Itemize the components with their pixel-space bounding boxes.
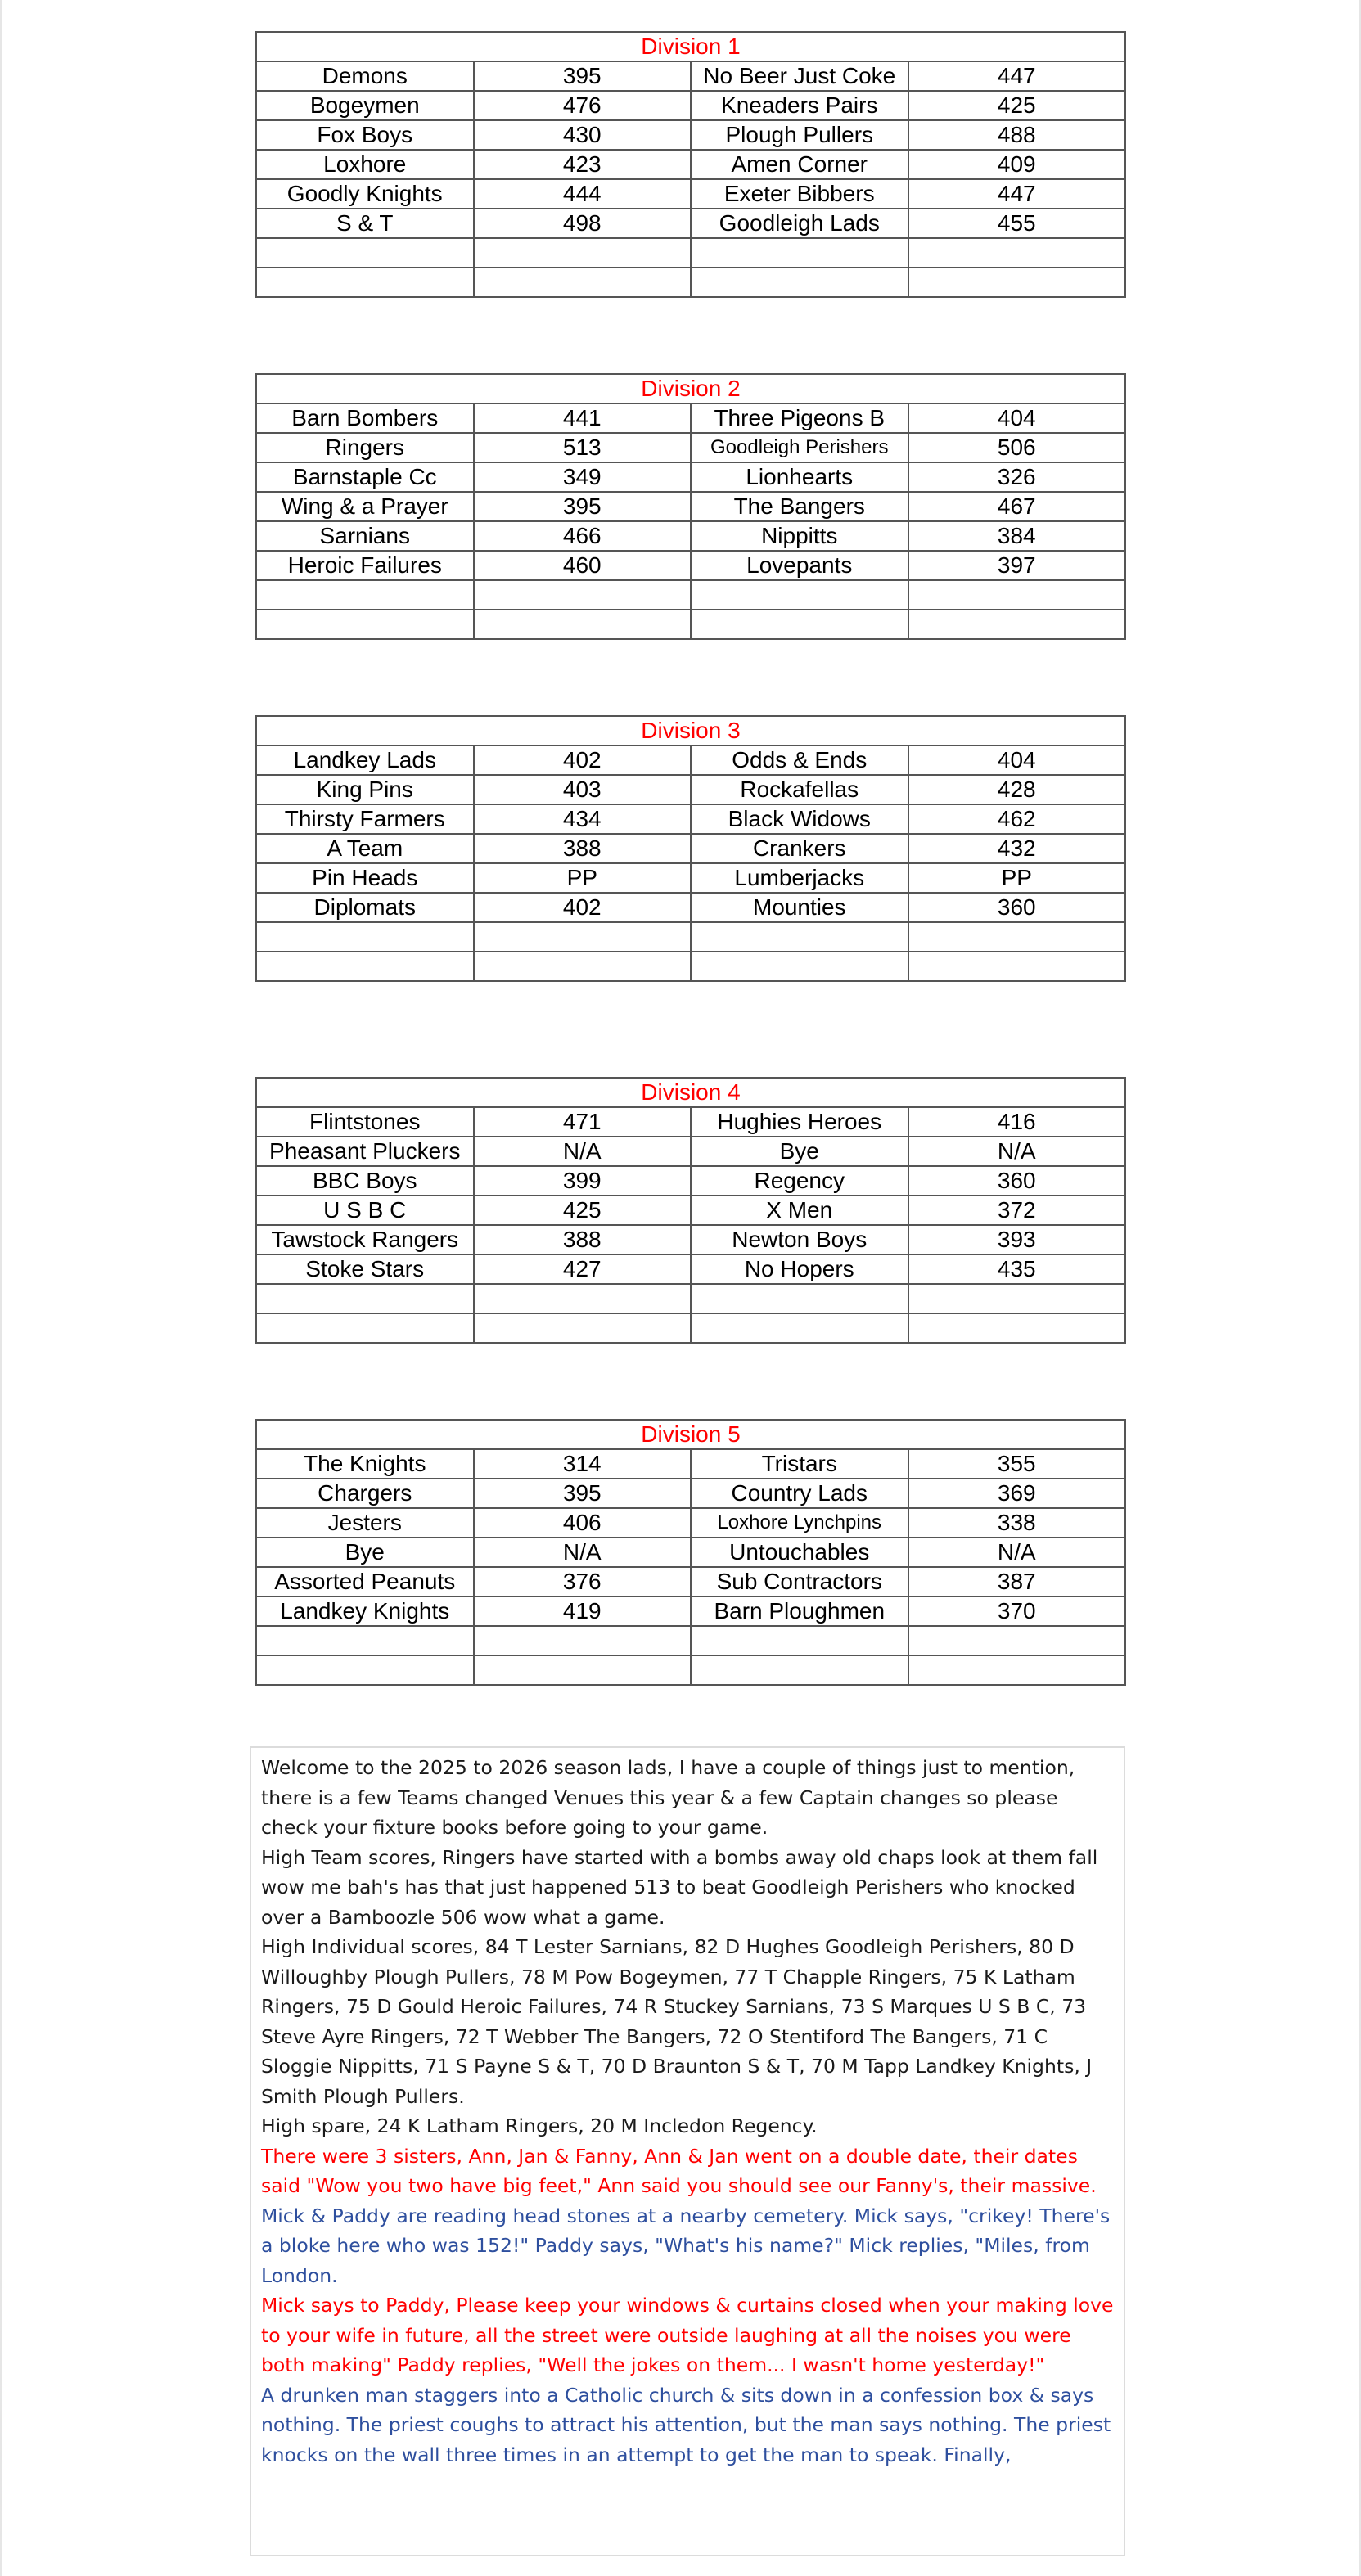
empty-row	[256, 238, 1125, 268]
home-score: 476	[474, 91, 692, 120]
home-team: Sarnians	[256, 521, 474, 551]
away-team: Kneaders Pairs	[691, 91, 908, 120]
fixture-row	[256, 1166, 1125, 1196]
home-team: Jesters	[256, 1508, 474, 1538]
home-score: 434	[474, 804, 692, 834]
division-table	[255, 1077, 1126, 1344]
home-score: 314	[474, 1449, 692, 1479]
joke-curtains: Mick says to Paddy, Please keep your windows & curtains closed when your making love to your wife in future, all the street were outside laughing at all the noises you were both making" Paddy replies, "Well the jokes on them... I wasn't home yesterday!"	[261, 2294, 1114, 2376]
away-team: Nippitts	[691, 521, 908, 551]
home-team: Barnstaple Cc	[256, 462, 474, 492]
joke-church: A drunken man staggers into a Catholic church & sits down in a confession box & says nothing. The priest coughs to attract his attention, but the man says nothing. The priest knocks on the wall three times in an attempt to get the man to speak. Finally,	[261, 2383, 1111, 2466]
fixture-row	[256, 462, 1125, 492]
home-score: 402	[474, 893, 692, 922]
away-team: Lovepants	[691, 551, 908, 580]
empty-row	[256, 1626, 1125, 1655]
away-score: N/A	[908, 1538, 1126, 1567]
fixture-row	[256, 1107, 1125, 1137]
home-team: Loxhore	[256, 150, 474, 179]
fixture-row	[256, 492, 1125, 521]
away-score: 360	[908, 893, 1126, 922]
division-table	[255, 373, 1126, 640]
division-title: Division 5	[256, 1420, 1125, 1449]
home-team: The Knights	[256, 1449, 474, 1479]
division-table	[255, 31, 1126, 298]
high-individual-scores: High Individual scores, 84 T Lester Sarnians, 82 D Hughes Goodleigh Perishers, 80 D Willoughby Plough Pullers, 78 M Pow Bogeymen, 77 T Chapple Ringers, 75 K Latham Ringers, 75 D Gould Heroic Failures, 74 R Stuckey Sarnians, 73 S Marques U S B C, 73 Steve Ayre Ringers, 72 T Webber The Bangers, 72 O Stentiford The Bangers, 71 C Sloggie Nippitts, 71 S Payne S & T, 70 D Braunton S & T, 70 M Tapp Landkey Knights, J Smith Plough Pullers.	[261, 1935, 1093, 2108]
away-score: 338	[908, 1508, 1126, 1538]
away-score: 372	[908, 1196, 1126, 1225]
away-team: Country Lads	[691, 1479, 908, 1508]
away-team: Black Widows	[691, 804, 908, 834]
home-team: A Team	[256, 834, 474, 863]
away-score: PP	[908, 863, 1126, 893]
away-team: Hughies Heroes	[691, 1107, 908, 1137]
welcome-note: Welcome to the 2025 to 2026 season lads, I have a couple of things just to mention, there is a few Teams changed Venues this year & a few Captain changes so please check your fixture books before going to your game.	[261, 1756, 1075, 1839]
away-score: 447	[908, 61, 1126, 91]
home-team: Ringers	[256, 433, 474, 462]
home-team: Goodly Knights	[256, 179, 474, 209]
home-score: 460	[474, 551, 692, 580]
away-team: Tristars	[691, 1449, 908, 1479]
away-score: N/A	[908, 1137, 1126, 1166]
away-team: Sub Contractors	[691, 1567, 908, 1596]
fixture-row	[256, 403, 1125, 433]
fixture-row	[256, 834, 1125, 863]
fixture-row	[256, 1508, 1125, 1538]
home-score: 419	[474, 1596, 692, 1626]
fixture-row	[256, 209, 1125, 238]
away-score: 369	[908, 1479, 1126, 1508]
home-team: Diplomats	[256, 893, 474, 922]
home-score: 423	[474, 150, 692, 179]
fixture-row	[256, 1479, 1125, 1508]
home-team: U S B C	[256, 1196, 474, 1225]
home-team: Fox Boys	[256, 120, 474, 150]
empty-row	[256, 952, 1125, 981]
empty-row	[256, 1313, 1125, 1343]
fixture-row	[256, 150, 1125, 179]
home-score: 406	[474, 1508, 692, 1538]
fixture-row	[256, 863, 1125, 893]
home-score: 444	[474, 179, 692, 209]
season-notes	[250, 1746, 1125, 2556]
away-team: Odds & Ends	[691, 745, 908, 775]
home-score: 403	[474, 775, 692, 804]
away-team: X Men	[691, 1196, 908, 1225]
fixture-row	[256, 61, 1125, 91]
away-team: No Hopers	[691, 1254, 908, 1284]
fixture-row	[256, 1254, 1125, 1284]
home-team: Bogeymen	[256, 91, 474, 120]
home-team: S & T	[256, 209, 474, 238]
empty-row	[256, 268, 1125, 297]
away-score: 370	[908, 1596, 1126, 1626]
away-team: Loxhore Lynchpins	[691, 1508, 908, 1538]
fixture-row	[256, 1137, 1125, 1166]
fixture-row	[256, 1196, 1125, 1225]
away-score: 467	[908, 492, 1126, 521]
home-score: 388	[474, 834, 692, 863]
home-score: 471	[474, 1107, 692, 1137]
home-score: 395	[474, 61, 692, 91]
division-title: Division 1	[256, 32, 1125, 61]
home-score: PP	[474, 863, 692, 893]
empty-row	[256, 610, 1125, 639]
home-team: Assorted Peanuts	[256, 1567, 474, 1596]
home-team: Wing & a Prayer	[256, 492, 474, 521]
away-score: 387	[908, 1567, 1126, 1596]
home-team: Pheasant Pluckers	[256, 1137, 474, 1166]
away-score: 397	[908, 551, 1126, 580]
home-score: 395	[474, 1479, 692, 1508]
fixture-row	[256, 91, 1125, 120]
away-team: Bye	[691, 1137, 908, 1166]
empty-row	[256, 1655, 1125, 1685]
home-team: Heroic Failures	[256, 551, 474, 580]
home-team: Chargers	[256, 1479, 474, 1508]
away-score: 462	[908, 804, 1126, 834]
home-score: 395	[474, 492, 692, 521]
joke-cemetery: Mick & Paddy are reading head stones at a nearby cemetery. Mick says, "crikey! There's a bloke here who was 152!" Paddy says, "What's his name?" Mick replies, "Miles, from London.	[261, 2204, 1111, 2287]
away-score: 404	[908, 745, 1126, 775]
home-score: 466	[474, 521, 692, 551]
away-team: Lumberjacks	[691, 863, 908, 893]
fixture-row	[256, 1449, 1125, 1479]
away-score: 435	[908, 1254, 1126, 1284]
home-team: Landkey Knights	[256, 1596, 474, 1626]
home-score: 425	[474, 1196, 692, 1225]
division-title: Division 2	[256, 374, 1125, 403]
away-team: Exeter Bibbers	[691, 179, 908, 209]
home-score: 388	[474, 1225, 692, 1254]
empty-row	[256, 580, 1125, 610]
away-score: 432	[908, 834, 1126, 863]
home-score: 427	[474, 1254, 692, 1284]
away-team: Mounties	[691, 893, 908, 922]
home-team: Landkey Lads	[256, 745, 474, 775]
home-team: King Pins	[256, 775, 474, 804]
away-team: Newton Boys	[691, 1225, 908, 1254]
division-title: Division 3	[256, 716, 1125, 745]
fixture-row	[256, 1538, 1125, 1567]
away-team: Crankers	[691, 834, 908, 863]
away-score: 425	[908, 91, 1126, 120]
home-team: Stoke Stars	[256, 1254, 474, 1284]
away-score: 360	[908, 1166, 1126, 1196]
away-score: 447	[908, 179, 1126, 209]
home-score: 402	[474, 745, 692, 775]
fixture-row	[256, 1567, 1125, 1596]
away-team: Rockafellas	[691, 775, 908, 804]
home-team: Pin Heads	[256, 863, 474, 893]
away-team: Untouchables	[691, 1538, 908, 1567]
home-team: Barn Bombers	[256, 403, 474, 433]
away-score: 393	[908, 1225, 1126, 1254]
fixture-row	[256, 1225, 1125, 1254]
away-score: 455	[908, 209, 1126, 238]
fixture-row	[256, 433, 1125, 462]
away-team: Plough Pullers	[691, 120, 908, 150]
division-table	[255, 715, 1126, 982]
home-score: 399	[474, 1166, 692, 1196]
away-team: Goodleigh Lads	[691, 209, 908, 238]
high-spare: High spare, 24 K Latham Ringers, 20 M Incledon Regency.	[261, 2114, 818, 2137]
away-team: Regency	[691, 1166, 908, 1196]
away-score: 416	[908, 1107, 1126, 1137]
home-score: 498	[474, 209, 692, 238]
fixture-row	[256, 551, 1125, 580]
fixture-row	[256, 1596, 1125, 1626]
division-title: Division 4	[256, 1078, 1125, 1107]
away-score: 326	[908, 462, 1126, 492]
away-team: Goodleigh Perishers	[691, 433, 908, 462]
fixture-row	[256, 179, 1125, 209]
away-score: 409	[908, 150, 1126, 179]
away-team: Barn Ploughmen	[691, 1596, 908, 1626]
home-team: BBC Boys	[256, 1166, 474, 1196]
fixture-row	[256, 745, 1125, 775]
fixture-row	[256, 521, 1125, 551]
away-score: 488	[908, 120, 1126, 150]
away-team: Three Pigeons B	[691, 403, 908, 433]
home-team: Demons	[256, 61, 474, 91]
fixture-row	[256, 775, 1125, 804]
home-team: Thirsty Farmers	[256, 804, 474, 834]
home-score: 430	[474, 120, 692, 150]
away-score: 384	[908, 521, 1126, 551]
home-score: 441	[474, 403, 692, 433]
away-team: Amen Corner	[691, 150, 908, 179]
home-score: 513	[474, 433, 692, 462]
fixture-row	[256, 893, 1125, 922]
joke-sisters: There were 3 sisters, Ann, Jan & Fanny, Ann & Jan went on a double date, their dates said "Wow you two have big feet," Ann said you should see our Fanny's, their massive.	[261, 2144, 1097, 2197]
away-score: 428	[908, 775, 1126, 804]
fixture-row	[256, 804, 1125, 834]
division-table	[255, 1419, 1126, 1686]
away-team: Lionhearts	[691, 462, 908, 492]
empty-row	[256, 922, 1125, 952]
away-score: 506	[908, 433, 1126, 462]
high-team-scores: High Team scores, Ringers have started with a bombs away old chaps look at them fall wow me bah's has that just happened 513 to beat Goodleigh Perishers who knocked over a Bamboozle 506 wow what a game.	[261, 1845, 1098, 1929]
home-team: Bye	[256, 1538, 474, 1567]
home-team: Tawstock Rangers	[256, 1225, 474, 1254]
away-team: No Beer Just Coke	[691, 61, 908, 91]
home-score: 349	[474, 462, 692, 492]
home-score: N/A	[474, 1137, 692, 1166]
away-team: The Bangers	[691, 492, 908, 521]
home-score: N/A	[474, 1538, 692, 1567]
away-score: 355	[908, 1449, 1126, 1479]
empty-row	[256, 1284, 1125, 1313]
away-score: 404	[908, 403, 1126, 433]
home-team: Flintstones	[256, 1107, 474, 1137]
fixture-row	[256, 120, 1125, 150]
home-score: 376	[474, 1567, 692, 1596]
